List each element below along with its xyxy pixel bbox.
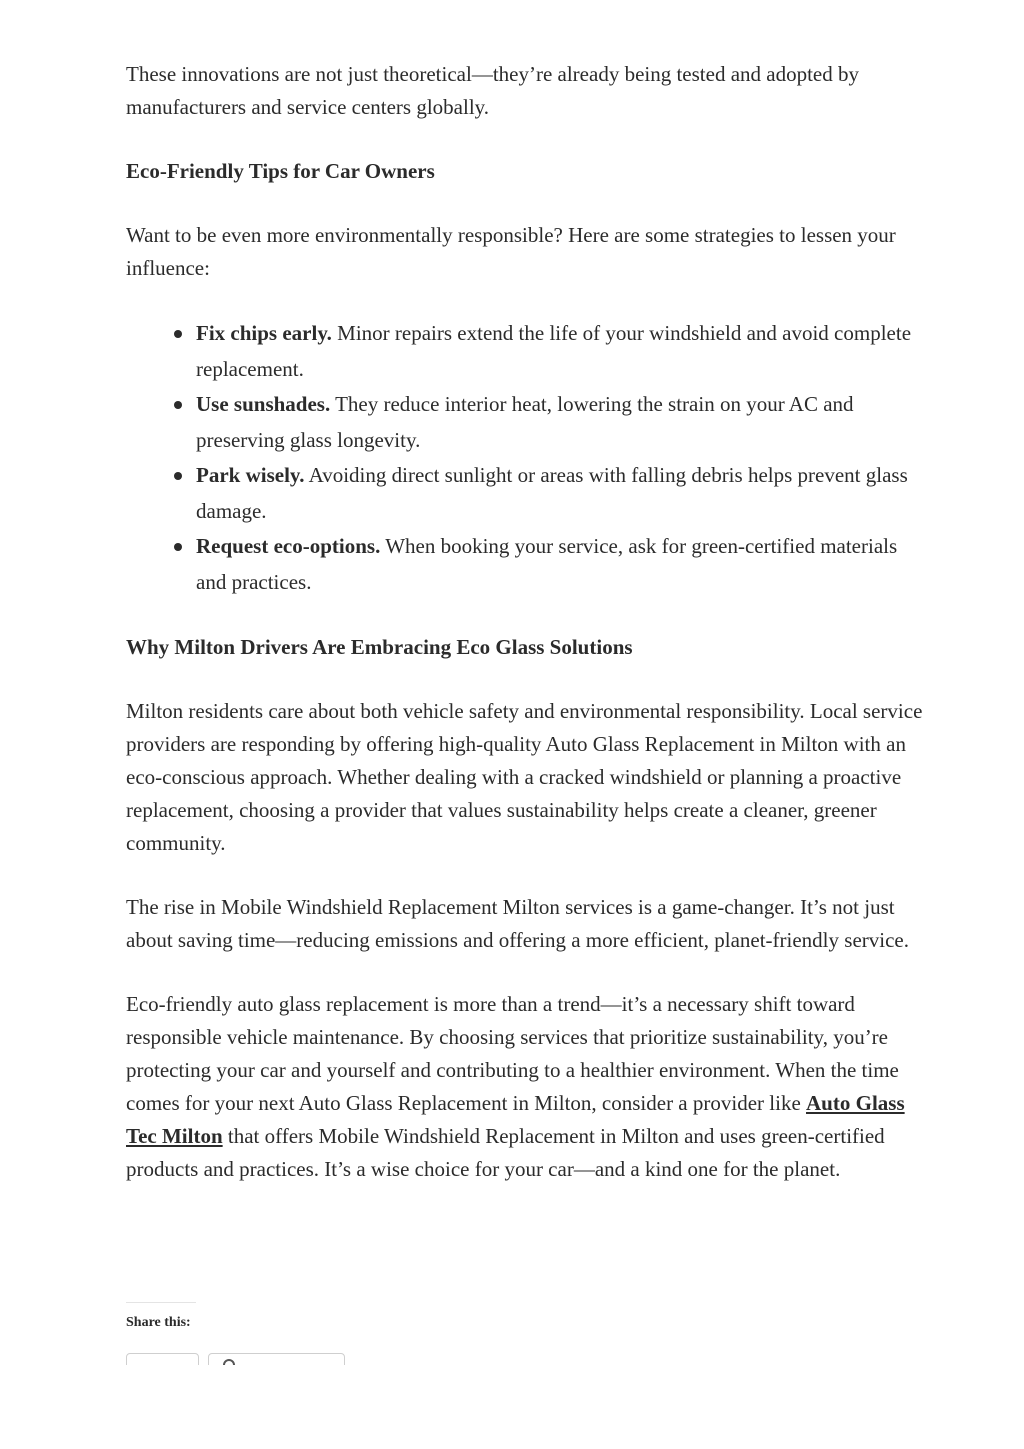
tip-title: Request eco-options.	[196, 534, 381, 558]
list-item	[196, 387, 926, 458]
tip-text: When booking your service, ask for green-certified materials and practices.	[196, 534, 898, 594]
conclusion-text-after: that offers Mobile Windshield Replacement in Milton and uses green-certified products and practices. It’s a wise choice for your car—and a kind one for the planet.	[126, 1124, 885, 1181]
tip-title: Use sunshades.	[196, 392, 331, 416]
share-button[interactable]	[208, 1353, 345, 1365]
list-item	[196, 529, 926, 600]
conclusion-text-before: Eco-friendly auto glass replacement is more than a trend—it’s a necessary shift toward responsible vehicle maintenance. By choosing services that prioritize sustainability, you’re protecting your car and yourself and contributing to a healthier environment. When the time comes for your next Auto Glass Replacement in Milton, consider a provider like	[126, 992, 899, 1115]
tip-text: They reduce interior heat, lowering the strain on your AC and preserving glass longevity.	[196, 392, 854, 452]
milton-paragraph-1: Milton residents care about both vehicle safety and environmental responsibility. Local service providers are responding by offering high-quality Auto Glass Replacement in Milton with an eco-conscious approach. Whether dealing with a cracked windshield or planning a proactive replacement, choosing a provider that values sustainability helps create a cleaner, greener community.	[126, 699, 923, 855]
share-buttons	[126, 1353, 366, 1365]
article-body	[126, 58, 926, 1217]
tip-text: Minor repairs extend the life of your windshield and avoid complete replacement.	[196, 321, 912, 381]
list-item	[196, 316, 926, 387]
share-divider	[126, 1302, 196, 1303]
share-section	[126, 1302, 366, 1365]
tips-heading: Eco-Friendly Tips for Car Owners	[126, 159, 435, 183]
tips-lead-paragraph: Want to be even more environmentally responsible? Here are some strategies to lessen your influence:	[126, 223, 896, 280]
auto-glass-tec-milton-link[interactable]: Auto Glass Tec Milton	[126, 1091, 905, 1148]
share-icon	[223, 1359, 235, 1365]
tips-list	[126, 316, 926, 600]
share-button[interactable]	[126, 1353, 199, 1365]
tip-title: Fix chips early.	[196, 321, 332, 345]
tip-text: Avoiding direct sunlight or areas with falling debris helps prevent glass damage.	[196, 463, 908, 523]
milton-paragraph-2: The rise in Mobile Windshield Replacement Milton services is a game-changer. It’s not just about saving time—reducing emissions and offering a more efficient, planet-friendly service.	[126, 895, 909, 952]
share-label: Share this:	[126, 1315, 191, 1330]
conclusion-paragraph	[126, 988, 926, 1186]
milton-heading: Why Milton Drivers Are Embracing Eco Glass Solutions	[126, 635, 633, 659]
intro-paragraph: These innovations are not just theoretical—they’re already being tested and adopted by manufacturers and service centers globally.	[126, 62, 860, 119]
tip-title: Park wisely.	[196, 463, 305, 487]
list-item	[196, 458, 926, 529]
